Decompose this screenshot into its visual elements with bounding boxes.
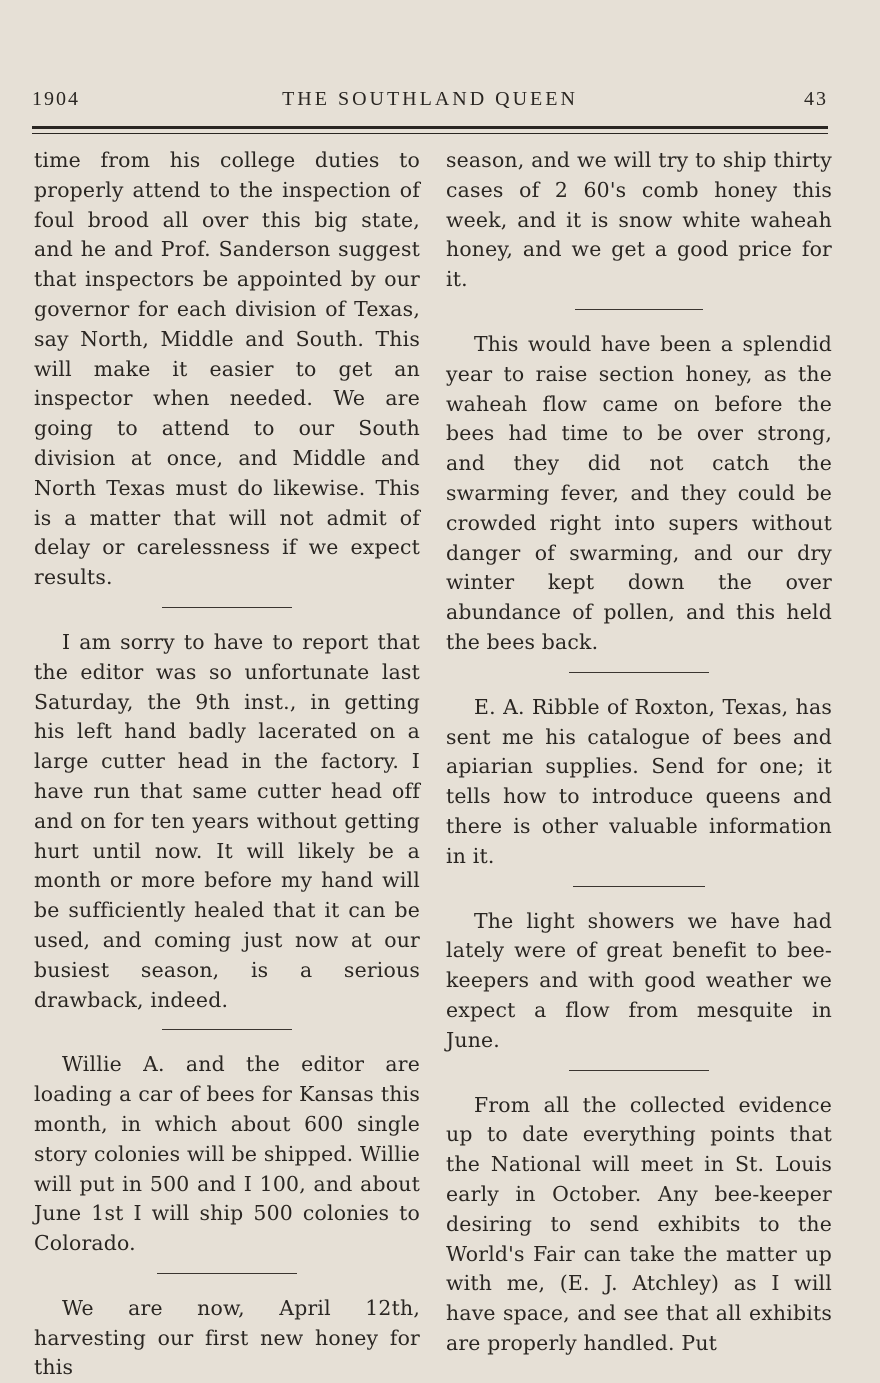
article-paragraph: We are now, April 12th, harvesting our first new honey for this bbox=[34, 1295, 420, 1380]
section-divider bbox=[162, 607, 292, 608]
section-divider bbox=[575, 309, 703, 310]
article-paragraph: Willie A. and the editor are loading a car of bees for Kansas this month, in which about 600 single story colonies will be shipped. Willie will put in 500 and I 100, and about June 1st I will ship 500 colonies to Colorado. bbox=[34, 1052, 420, 1256]
article-paragraph: I am sorry to have to report that the editor was so unfortunate last Saturday, the 9th inst., in getting his left hand badly lacerated on a large cutter head in the factory. I have run that same cutter head off and on for ten years without getting hurt until now. It will likely be a month or more before my hand will be sufficiently healed that it can be used, and coming just now at our busiest season, is a serious drawback, indeed. bbox=[34, 629, 420, 1012]
article-paragraph: This would have been a splendid year to raise section honey, as the waheah flow came on before the bees had time to be over strong, and they did not catch the swarming fever, and they could be crowded right into supers without danger of swarming, and our dry winter kept down the over abundance of pollen, and this held the bees back. bbox=[446, 331, 832, 654]
section-divider bbox=[569, 1070, 709, 1071]
article-paragraph: The light showers we have had lately were of great benefit to bee-keepers and with good weather we expect a flow from mesquite in June. bbox=[446, 908, 832, 1052]
section-divider bbox=[569, 672, 709, 673]
section-divider bbox=[157, 1273, 297, 1274]
left-column bbox=[34, 146, 420, 1383]
header-rule-thick bbox=[32, 126, 828, 129]
article-paragraph: E. A. Ribble of Roxton, Texas, has sent me his catalogue of bees and apiarian supplies. Send for one; it tells how to introduce queens and there is other valuable information in it. bbox=[446, 694, 832, 868]
page-number: 43 bbox=[804, 88, 828, 110]
publication-title: THE SOUTHLAND QUEEN bbox=[282, 88, 578, 110]
header-year: 1904 bbox=[32, 88, 80, 110]
article-paragraph: season, and we will try to ship thirty cases of 2 60's comb honey this week, and it is snow white waheah honey, and we get a good price for it. bbox=[446, 148, 832, 292]
section-divider bbox=[162, 1029, 292, 1030]
section-divider bbox=[573, 886, 705, 887]
right-column bbox=[446, 146, 832, 1359]
page-header bbox=[32, 88, 828, 116]
article-paragraph: time from his college duties to properly attend to the inspection of foul brood all over this big state, and he and Prof. Sanderson suggest that inspectors be appointed by our governor for each division of Texas, say North, Middle and South. This will make it easier to get an inspector when needed. We are going to attend to our South division at once, and Middle and North Texas must do likewise. This is a matter that will not admit of delay or carelessness if we expect results. bbox=[34, 148, 420, 590]
header-rule-thin bbox=[32, 133, 828, 134]
article-paragraph: From all the collected evidence up to date everything points that the National will meet in St. Louis early in October. Any bee-keeper desiring to send exhibits to the World's Fair can take the matter up with me, (E. J. Atchley) as I will have space, and see that all exhibits are properly handled. Put bbox=[446, 1092, 832, 1355]
